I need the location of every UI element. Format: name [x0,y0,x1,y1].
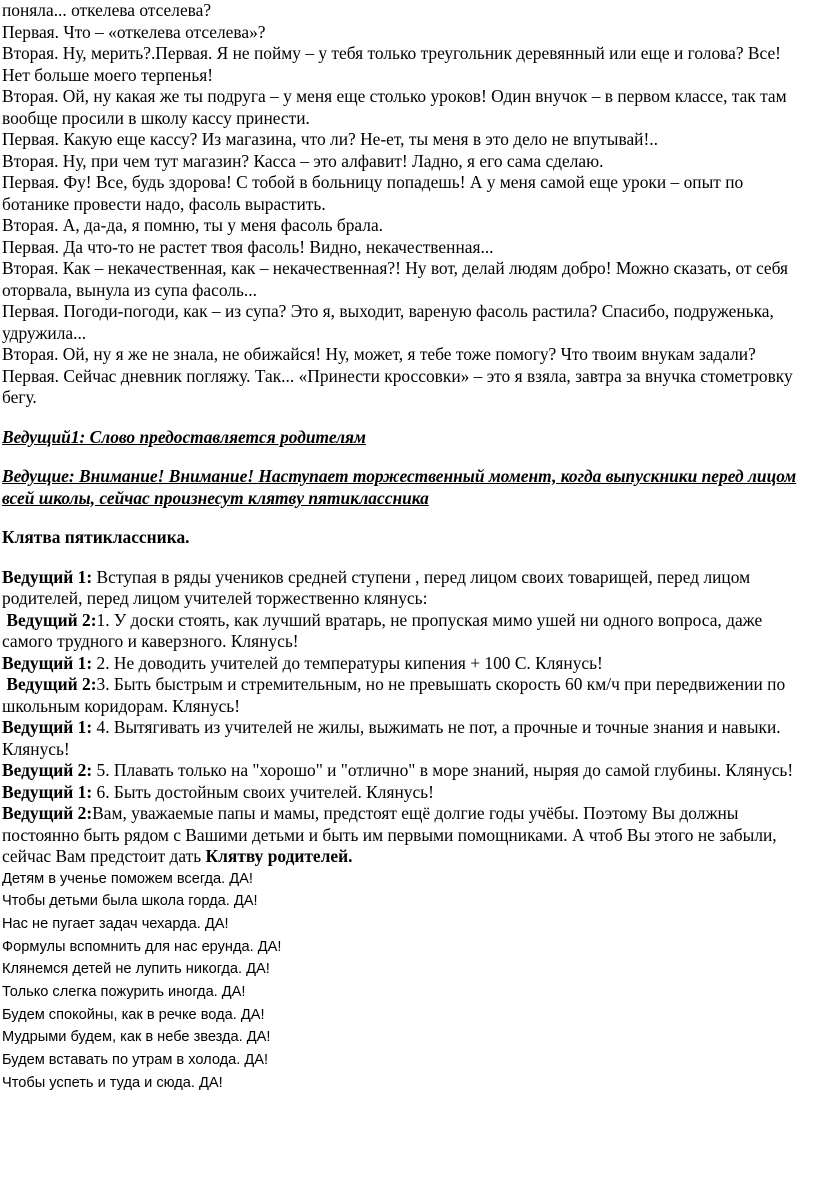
oath-speaker: Ведущий 1: [2,566,97,587]
dialogue-line: поняла... откелева отселева? [2,0,212,20]
parents-oath-line: Чтобы успеть и туда и сюда. ДА! [2,1074,223,1091]
oath-text: 3. Быть быстрым и стремительным, но не превышать скорость 60 км/ч при передвижении по школьным коридорам. Клянусь! [2,674,786,716]
dialogue-line: Вторая. А, да-да, я помню, ты у меня фасоль брала. [2,215,384,235]
oath-speaker: Ведущий 2: [2,760,97,780]
parents-oath-list [2,868,813,1095]
closing-speaker: Ведущий 2: [2,803,93,823]
closing-paragraph [2,803,813,868]
oath-text: 4. Вытягивать из учителей не жилы, выжимать не пот, а прочные и точные знания и навыки. Клянусь! [2,717,781,759]
oath-text: 5. Плавать только на "хорошо" и "отлично" в море знаний, ныряя до самой глубины. Клянусь! [96,760,794,780]
dialogue-line: Вторая. Ну, при чем тут магазин? Касса – это алфавит! Ладно, я его сама сделаю. [2,150,604,171]
oath-text: 2. Не доводить учителей до температуры кипения + 100 С. Клянусь! [96,652,603,673]
heading-oath-announcement: Ведущие: Внимание! Внимание! Наступает торжественный момент, когда выпускники перед лицом всей школы, сейчас произнесут клятву пятиклассника [2,466,797,508]
parents-oath-line: Детям в ученье поможем всегда. ДА! [2,870,253,887]
oath-item [2,610,813,653]
parents-oath-line: Клянемся детей не лупить никогда. ДА! [2,961,270,978]
parents-oath-line: Только слегка пожурить иногда. ДА! [2,984,246,1001]
oath-item [2,782,813,804]
oath-speaker: Ведущий 2: [2,609,97,630]
dialogue-section [2,0,813,409]
oath-text: 6. Быть достойным своих учителей. Клянусь! [96,781,434,802]
closing-bold-end: Клятву родителей. [205,846,353,866]
parents-oath-line: Нас не пугает задач чехарда. ДА! [2,915,229,932]
parents-oath-line: Мудрыми будем, как в небе звезда. ДА! [2,1029,271,1046]
oath-item [2,567,813,610]
oath-section [2,567,813,868]
oath-item [2,653,813,675]
dialogue-line: Вторая. Ой, ну я же не знала, не обижайся! Ну, может, я тебе тоже помогу? Что твоим внукам задали? [2,344,756,364]
oath-speaker: Ведущий 1: [2,781,97,802]
closing-text: Вам, уважаемые папы и мамы, предстоят ещё долгие годы учёбы. Поэтому Вы должны постоянно быть рядом с Вашими детьми и быть им первыми помощниками. А чтоб Вы этого не забыли, сейчас Вам предстоит дать [2,803,777,866]
oath-text: Вступая в ряды учеников средней ступени , перед лицом своих товарищей, перед лицом родителей, перед лицом учителей торжественно клянусь: [2,566,751,608]
oath-title: Клятва пятиклассника. [2,527,190,547]
parents-oath-line: Формулы вспомнить для нас ерунда. ДА! [2,938,282,955]
dialogue-line: Первая. Фу! Все, будь здорова! С тобой в больницу попадешь! А у меня самой еще уроки – опыт по ботанике провести надо, фасоль вырастить. [2,172,744,214]
parents-oath-line: Будем спокойны, как в речке вода. ДА! [2,1006,265,1023]
oath-speaker: Ведущий 1: [2,652,97,673]
parents-oath-line: Будем вставать по утрам в холода. ДА! [2,1052,269,1069]
dialogue-line: Первая. Какую еще кассу? Из магазина, что ли? Не-ет, ты меня в это дело не впутывай!.. [2,129,658,149]
oath-item [2,674,813,717]
dialogue-line: Первая. Сейчас дневник погляжу. Так... «Принести кроссовки» – это я взяла, завтра за внучка стометровку бегу. [2,365,793,407]
oath-item [2,760,813,782]
oath-item [2,717,813,760]
dialogue-line: Первая. Что – «откелева отселева»? [2,21,266,42]
heading-parents-word: Ведущий1: Слово предоставляется родителям [2,426,366,447]
oath-text: 1. У доски стоять, как лучший вратарь, не пропуская мимо ушей ни одного вопроса, даже самого трудного и каверзного. Клянусь! [2,609,763,651]
dialogue-line: Первая. Да что-то не растет твоя фасоль! Видно, некачественная... [2,236,494,257]
dialogue-line: Вторая. Ой, ну какая же ты подруга – у меня еще столько уроков! Один внучок – в первом классе, так там вообще просили в школу кассу принести. [2,86,787,128]
dialogue-line: Вторая. Ну, мерить?.Первая. Я не пойму – у тебя только треугольник деревянный или еще и голова? Все! Нет больше моего терпенья! [2,43,781,85]
oath-speaker: Ведущий 2: [2,674,97,694]
oath-speaker: Ведущий 1: [2,717,97,737]
dialogue-line: Вторая. Как – некачественная, как – некачественная?! Ну вот, делай людям добро! Можно сказать, от себя оторвала, вынула из супа фасоль... [2,258,789,300]
parents-oath-line: Чтобы детьми была школа горда. ДА! [2,893,258,910]
dialogue-line: Первая. Погоди-погоди, как – из супа? Это я, выходит, вареную фасоль растила? Спасибо, подруженька, удружила... [2,301,774,343]
